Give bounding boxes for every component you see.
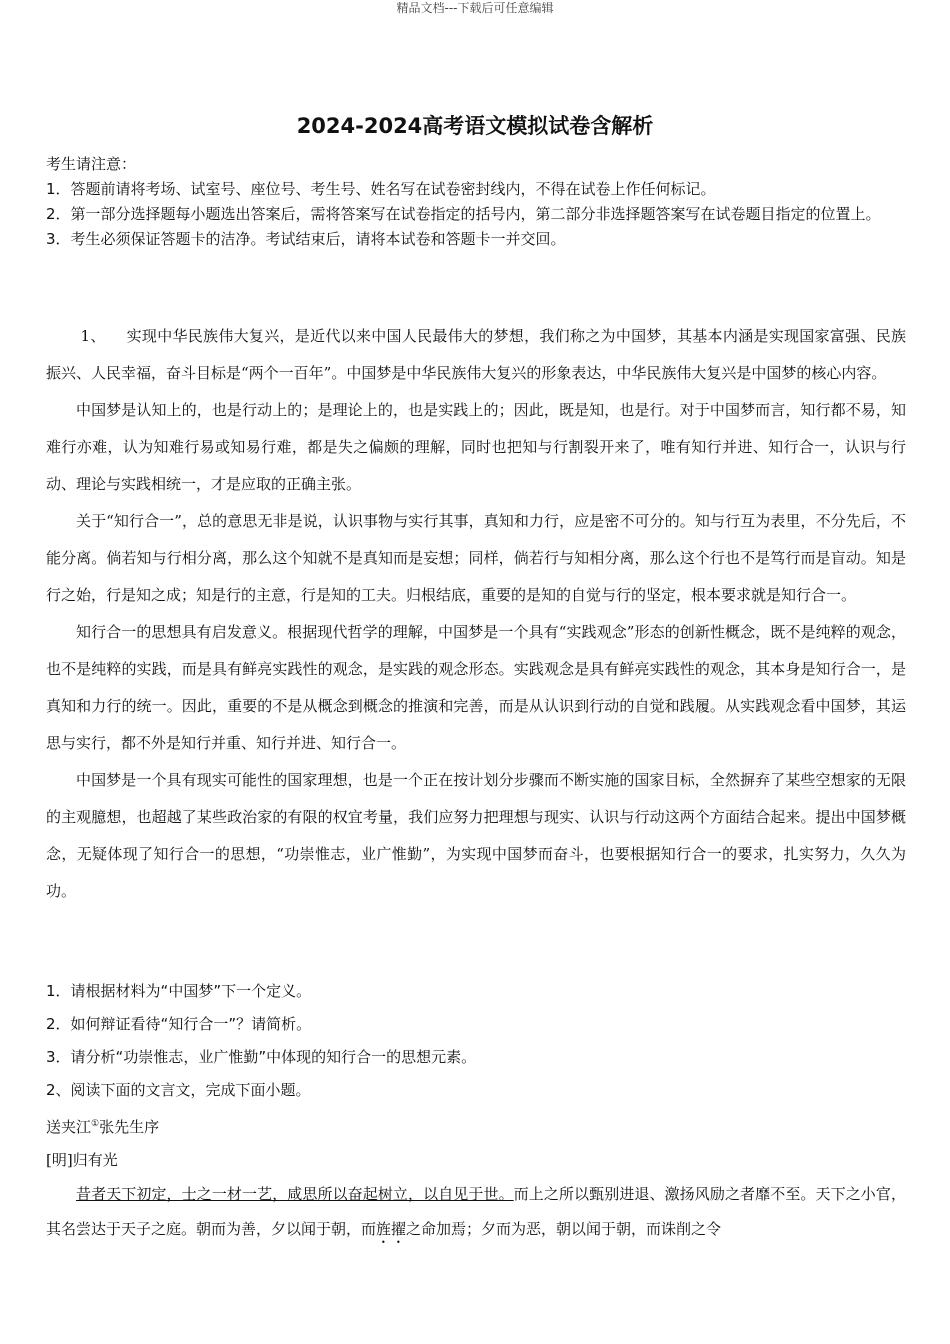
document-header-note: 精品文档---下载后可任意编辑 <box>396 1 554 15</box>
notice-item: 1．答题前请将考场、试室号、座位号、考生号、姓名写在试卷密封线内，不得在试卷上作任何标记。 <box>46 180 716 198</box>
notice-heading: 考生请注意： <box>46 155 137 173</box>
passage-paragraph: 中国梦是认知上的，也是行动上的；是理论上的，也是实践上的；因此，既是知，也是行。对于中国梦而言，知行都不易，知难行亦难，认为知难行易或知易行难，都是失之偏颇的理解，同时也把知与行割裂开来了，唯有知行并进、知行合一，认识与行动、理论与实践相统一，才是应取的正确主张。 <box>46 401 906 493</box>
classical-passage <box>46 1108 906 1247</box>
passage-body <box>46 1177 906 1247</box>
notice-item: 3．考生必须保证答题卡的洁净。考试结束后，请将本试卷和答题卡一并交回。 <box>46 230 566 248</box>
page-title: 2024-2024高考语文模拟试卷含解析 <box>296 114 654 138</box>
title-part: 送夹江 <box>46 1118 92 1136</box>
passage-title <box>46 1108 906 1144</box>
sub-question: 3．请分析“功崇惟志，业广惟勤”中体现的知行合一的思想元素。 <box>46 1048 477 1066</box>
notice-item: 2．第一部分选择题每小题选出答案后，需将答案写在试卷指定的括号内，第二部分非选择题答案写在试卷题目指定的位置上。 <box>46 205 881 223</box>
dotted-word: 旌擢 <box>376 1220 407 1238</box>
passage-paragraph: 中国梦是一个具有现实可能性的国家理想，也是一个正在按计划分步骤而不断实施的国家目标，全然摒弃了某些空想家的无限的主观臆想，也超越了某些政治家的有限的权宜考量，我们应努力把理想与现实、认识与行动这两个方面结合起来。提出中国梦概念，无疑体现了知行合一的思想，“功崇惟志，业广惟勤”，为实现中国梦而奋斗，也要根据知行合一的要求，扎实努力，久久为功。 <box>46 771 906 900</box>
question1-reading-passage <box>46 318 906 910</box>
question-number: 1、 <box>80 327 106 345</box>
underlined-sentence: 昔者天下初定，士之一材一艺，咸思所以奋起树立，以自见于世。 <box>76 1185 514 1203</box>
body-text: 之命加焉；夕而为恶，朝以闻于朝，而诛削之令 <box>406 1220 722 1238</box>
sub-question-list <box>46 975 906 1107</box>
sub-question: 2．如何辩证看待“知行合一”？请简析。 <box>46 1015 312 1033</box>
title-part: 张先生序 <box>99 1118 160 1136</box>
passage-paragraph <box>46 318 906 392</box>
paragraph-text: 实现中华民族伟大复兴，是近代以来中国人民最伟大的梦想，我们称之为中国梦，其基本内涵是实现国家富强、民族振兴、人民幸福，奋斗目标是“两个一百年”。中国梦是中华民族伟大复兴的形象表达，中华民族伟大复兴是中国梦的核心内容。 <box>46 327 906 382</box>
passage-paragraph: 关于“知行合一”，总的意思无非是说，认识事物与实行其事，真知和力行，应是密不可分的。知与行互为表里，不分先后，不能分离。倘若知与行相分离，那么这个知就不是真知而是妄想；同样，倘若行与知相分离，那么这个行也不是笃行而是盲动。知是行之始，行是知之成；知是行的主意，行是知的工夫。归根结底，重要的是知的自觉与行的坚定，根本要求就是知行合一。 <box>46 512 906 604</box>
exam-notice <box>46 152 906 252</box>
body-text: 而上之所以甄别进退、激扬风励之者靡不至。天下之小官，其名尝达于天子之庭。朝而为善，夕以闻于朝，而 <box>46 1185 906 1238</box>
passage-author: [明]归有光 <box>46 1151 118 1169</box>
sub-question: 1．请根据材料为“中国梦”下一个定义。 <box>46 982 312 1000</box>
footnote-marker: ① <box>91 1119 100 1129</box>
question2-prompt: 2、阅读下面的文言文，完成下面小题。 <box>46 1081 311 1099</box>
passage-paragraph: 知行合一的思想具有启发意义。根据现代哲学的理解，中国梦是一个具有“实践观念”形态的创新性概念，既不是纯粹的观念，也不是纯粹的实践，而是具有鲜亮实践性的观念，是实践的观念形态。实践观念是具有鲜亮实践性的观念，其本身是知行合一，是真知和力行的统一。因此，重要的不是从概念到概念的推演和完善，而是从认识到行动的自觉和践履。从实践观念看中国梦，其运思与实行，都不外是知行并重、知行并进、知行合一。 <box>46 623 906 752</box>
